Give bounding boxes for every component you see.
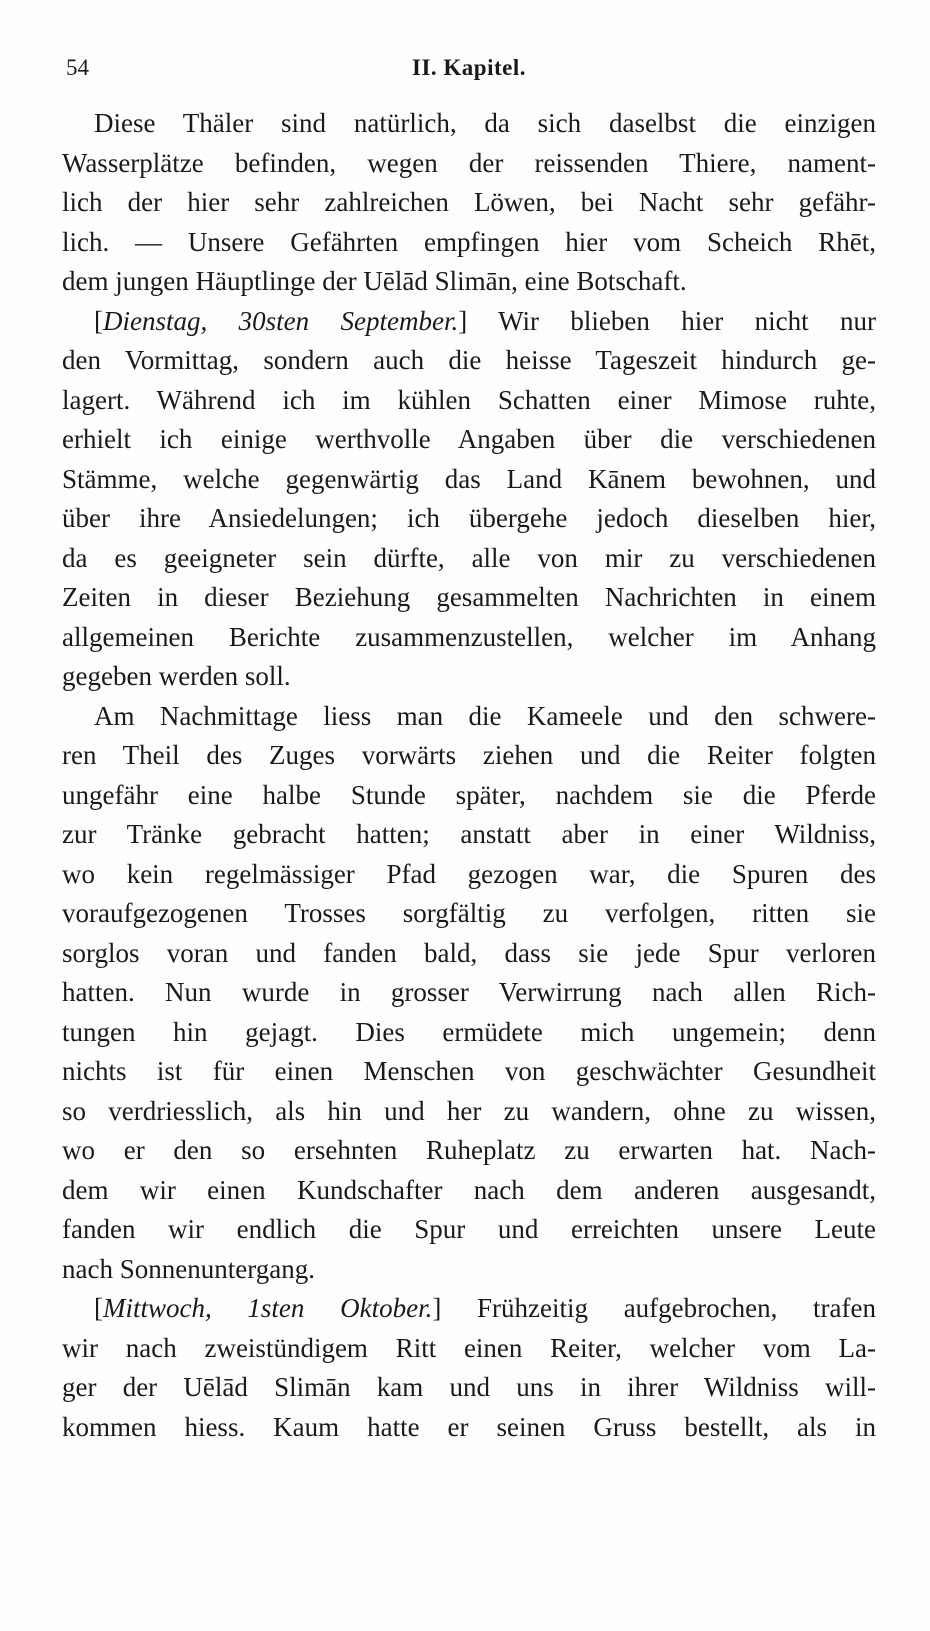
text-line: Am Nachmittage liess man die Kameele und den schwere- [94, 700, 876, 731]
text-line: hatten. Nun wurde in grosser Verwirrung nach allen Rich- [62, 977, 876, 1007]
text-line: dem jungen Häuptlinge der Uēlād Slimān, eine Botschaft. [62, 266, 687, 296]
text-line: fanden wir endlich die Spur und erreichten unsere Leute [62, 1214, 876, 1244]
text-line: nach Sonnenuntergang. [62, 1253, 315, 1284]
paragraph-3 [62, 697, 876, 1290]
text-line [62, 302, 876, 342]
text-line: dem wir einen Kundschafter nach dem anderen ausgesandt, [62, 1174, 876, 1205]
text-line: lich der hier sehr zahlreichen Löwen, bei Nacht sehr gefähr- [62, 187, 876, 217]
text-line: erhielt ich einige werthvolle Angaben über die verschiedenen [62, 424, 876, 454]
text-line: allgemeinen Berichte zusammenzustellen, welcher im Anhang [62, 621, 876, 652]
text-line: Wasserplätze befinden, wegen der reissenden Thiere, nament- [62, 147, 876, 178]
text-line: lagert. Während ich im kühlen Schatten einer Mimose ruhte, [62, 384, 876, 415]
page-number: 54 [66, 55, 89, 80]
text-line: Stämme, welche gegenwärtig das Land Kānem bewohnen, und [62, 463, 876, 494]
text-line: Zeiten in dieser Beziehung gesammelten Nachrichten in einem [62, 582, 876, 612]
text-line: sorglos voran und fanden bald, dass sie jede Spur verloren [62, 937, 876, 968]
paragraph-4 [62, 1289, 876, 1447]
date-heading: Mittwoch, 1sten Oktober. [103, 1293, 433, 1323]
text-line: gegeben werden soll. [62, 661, 291, 691]
paragraph-2 [62, 302, 876, 697]
text-line: über ihre Ansiedelungen; ich übergehe jedoch dieselben hier, [62, 503, 876, 533]
text-line: ren Theil des Zuges vorwärts ziehen und die Reiter folgten [62, 740, 876, 770]
text-run: Wir blieben hier nicht nur [467, 305, 876, 336]
page-header [62, 50, 876, 86]
text-line: voraufgezogenen Trosses sorgfältig zu verfolgen, ritten sie [62, 898, 876, 928]
paragraph-1 [62, 104, 876, 302]
text-line: so verdriesslich, als hin und her zu wandern, ohne zu wissen, [62, 1095, 876, 1126]
running-head: II. Kapitel. [412, 55, 526, 80]
text-line: Diese Thäler sind natürlich, da sich daselbst die einzigen [94, 108, 876, 138]
text-line: da es geeigneter sein dürfte, alle von mir zu verschiedenen [62, 542, 876, 573]
text-line: kommen hiess. Kaum hatte er seinen Gruss bestellt, als in [62, 1411, 876, 1442]
date-bracket-close: ] [458, 305, 468, 336]
date-bracket-open: [ [94, 305, 103, 336]
text-line: lich. — Unsere Gefährten empfingen hier vom Scheich Rhēt, [62, 226, 876, 257]
text-line: ungefähr eine halbe Stunde später, nachdem sie die Pferde [62, 779, 876, 810]
date-bracket-close: ] [432, 1293, 442, 1323]
text-line: tungen hin gejagt. Dies ermüdete mich ungemein; denn [62, 1016, 876, 1047]
text-line: zur Tränke gebracht hatten; anstatt aber in einer Wildniss, [62, 819, 876, 849]
text-line: den Vormittag, sondern auch die heisse Tageszeit hindurch ge- [62, 345, 876, 375]
date-heading: Dienstag, 30sten September. [103, 305, 459, 336]
text-line: wo er den so ersehnten Ruheplatz zu erwarten hat. Nach- [62, 1135, 876, 1165]
date-bracket-open: [ [94, 1293, 103, 1323]
text-line: wir nach zweistündigem Ritt einen Reiter, welcher vom La- [62, 1332, 876, 1363]
text-line: ger der Uēlād Slimān kam und uns in ihrer Wildniss will- [62, 1372, 876, 1402]
text-line: nichts ist für einen Menschen von geschwächter Gesundheit [62, 1056, 876, 1086]
body-text [62, 104, 876, 1447]
text-line: wo kein regelmässiger Pfad gezogen war, die Spuren des [62, 858, 876, 889]
text-run: Frühzeitig aufgebrochen, trafen [441, 1293, 876, 1323]
text-line [62, 1289, 876, 1329]
